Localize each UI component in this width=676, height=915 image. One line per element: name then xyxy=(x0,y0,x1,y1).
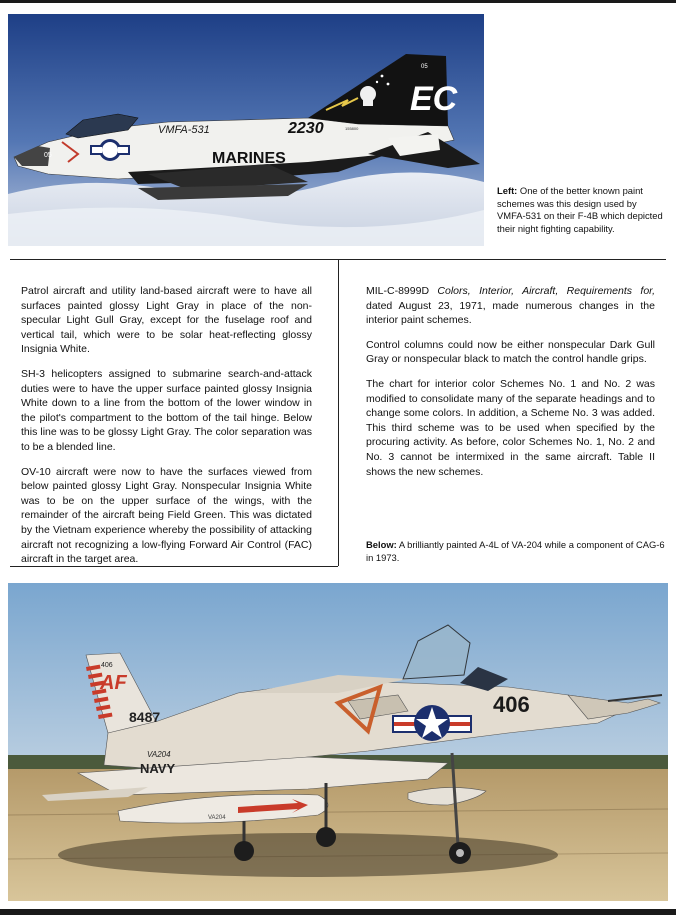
tail-code-text: EC xyxy=(410,80,458,118)
navy-text: NAVY xyxy=(140,761,176,776)
nose-number-text: 406 xyxy=(493,692,530,717)
left-paragraph-3: OV-10 aircraft were now to have the surfaces viewed from below painted glossy Light Gray. Nonspecular Insignia White was to be on the upper surface of the wings, with the remainder of the aircraft being Field Green. This was dictated by the Vietnam experience whereby the possibility of attacking aircraft not recognizing a low-flying Forward Air Control (FAC) aircraft in the target area. xyxy=(21,465,312,566)
spec-number: MIL-C-8999D xyxy=(366,285,430,297)
caption-top xyxy=(497,185,667,235)
caption-top-text: One of the better known paint schemes was this design used by VMFA-531 on their F-4B which depicted their night fighting capability. xyxy=(497,185,663,234)
right-paragraph-1 xyxy=(366,284,655,328)
aircraft-unit-text: VMFA-531 xyxy=(158,124,210,136)
left-paragraph-1: Patrol aircraft and utility land-based aircraft were to have all surfaces painted glossy Light Gray in place of the non-specular Light Gull Gray, except for the fuselage roof and vertical tail, which were to be solar heat-reflecting glossy Insignia White. xyxy=(21,285,312,356)
top-rule xyxy=(0,0,676,3)
aircraft-service-text: MARINES xyxy=(212,150,286,167)
spec-title: Colors, Interior, Aircraft, Requirements for, xyxy=(437,285,655,297)
caption-bottom xyxy=(366,539,666,564)
spec-rest: dated August 23, 1971, made numerous changes in the interior paint schemes. xyxy=(366,299,655,327)
bureau-number-text: 155800 xyxy=(345,126,359,131)
caption-top-label: Left: xyxy=(497,185,518,196)
photo-a4l-va204 xyxy=(8,583,668,901)
bottom-rule xyxy=(0,909,676,915)
unit-text: VA204 xyxy=(147,750,171,759)
tail-modex-text: 05 xyxy=(421,64,428,70)
tail-code-text: AF xyxy=(100,672,127,694)
column-divider xyxy=(338,259,339,566)
caption-bottom-text: A brilliantly painted A-4L of VA-204 while a component of CAG-6 in 1973. xyxy=(366,539,665,563)
photo-f4b-vmfa531 xyxy=(8,14,484,246)
caption-bottom-label: Below: xyxy=(366,539,397,550)
bureau-number-text: 8487 xyxy=(129,709,161,725)
nose-modex-text: 05 xyxy=(44,152,52,159)
right-paragraph-3: The chart for interior color Schemes No. 1 and No. 2 was modified to consolidate many of the separate headings and to change some colors. In addition, a Scheme No. 3 was added. This third scheme was to be used when specified by the procuring activity. As before, color Schemes No. 1, No. 2 and No. 3 cannot be intermixed in the same aircraft. Table II shows the new schemes. xyxy=(366,377,655,478)
tank-unit-text: VA204 xyxy=(208,815,226,821)
right-column xyxy=(366,284,655,489)
right-paragraph-2: Control columns could now be either nonspecular Dark Gull Gray or nonspecular black to match the control handle grips. xyxy=(366,338,655,366)
tail-modex-text: 406 xyxy=(101,662,113,669)
left-column xyxy=(21,284,312,577)
aircraft-number-text: 2230 xyxy=(288,120,324,137)
left-paragraph-2: SH-3 helicopters assigned to submarine search-and-attack duties were to have the upper surface painted glossy Insignia White down to a line from the bottom of the lower window in the pilot's compartment to the bottom of the tail hinge. Below this line was to be glossy Light Gray. The color separation was to be a blended line. xyxy=(21,367,312,453)
